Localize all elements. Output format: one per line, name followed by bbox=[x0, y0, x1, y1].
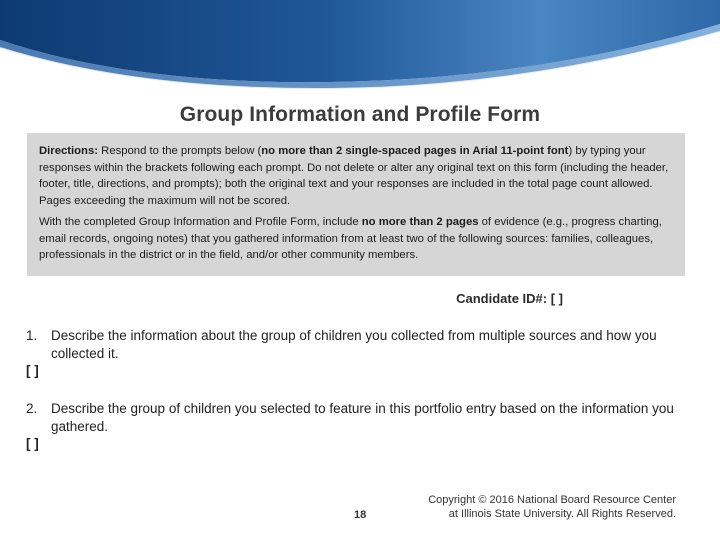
evidence-emphasis: no more than 2 pages bbox=[361, 216, 479, 228]
prompt-number: 2. bbox=[26, 401, 38, 416]
directions-text: Respond to the prompts below ( bbox=[98, 145, 262, 157]
page-number: 18 bbox=[354, 509, 367, 521]
form-title: Group Information and Profile Form bbox=[179, 103, 541, 126]
directions-label: Directions: bbox=[39, 145, 99, 157]
directions-text: ) by typing your responses within the brackets following each prompt. Do not delete or alter any original text on this form (including the header, footer, title, directions, and prompts); both the original text and your responses are included in the total page count allowed. Pages exceeding the maximum will not be scored. bbox=[39, 145, 669, 207]
directions-paragraph-1 bbox=[39, 143, 673, 209]
prompt-text: Describe the group of children you selected to feature in this portfolio entry based on the information you gathered. bbox=[51, 401, 674, 434]
response-bracket-1[interactable]: [ ] bbox=[26, 363, 39, 378]
header-banner bbox=[0, 0, 720, 90]
evidence-text: With the completed Group Information and Profile Form, include bbox=[39, 216, 362, 228]
candidate-id-field[interactable]: Candidate ID#: [ ] bbox=[456, 291, 563, 306]
directions-box bbox=[27, 133, 685, 276]
prompt-text: Describe the information about the group of children you collected from multiple sources and how you collected it. bbox=[51, 328, 657, 361]
response-bracket-2[interactable]: [ ] bbox=[26, 436, 39, 451]
prompt-1 bbox=[26, 327, 691, 363]
directions-paragraph-2 bbox=[39, 214, 673, 264]
copyright-notice: Copyright © 2016 National Board Resource Center at Illinois State University. All Rights Reserved. bbox=[428, 494, 676, 520]
prompt-number: 1. bbox=[26, 328, 38, 343]
directions-emphasis: no more than 2 single-spaced pages in Arial 11-point font bbox=[261, 145, 569, 157]
evidence-text: of evidence (e.g., progress charting, email records, ongoing notes) that you gathered information from at least two of the following sources: families, colleagues, professionals in the district or in the field, and/or other community members. bbox=[39, 216, 662, 261]
prompt-2 bbox=[26, 400, 691, 436]
